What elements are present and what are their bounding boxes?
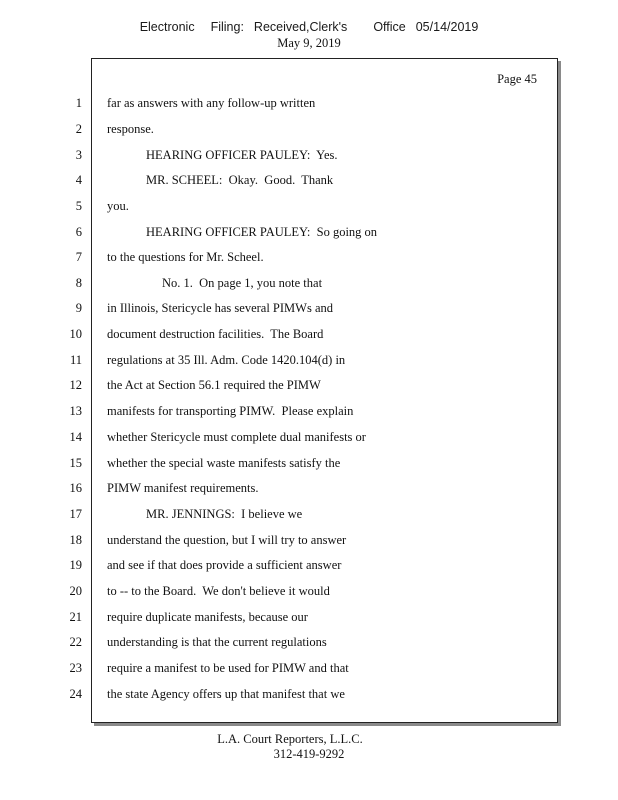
line-number: 12	[69, 378, 82, 392]
line-number: 23	[69, 661, 82, 675]
line-number: 11	[69, 353, 82, 367]
transcript-line: in Illinois, Stericycle has several PIMWs and	[107, 301, 333, 315]
line-number: 10	[69, 327, 82, 341]
line-number: 9	[75, 301, 82, 315]
transcript-line: regulations at 35 Ill. Adm. Code 1420.104(d) in	[107, 353, 346, 367]
filing-stamp-electronic: Electronic	[139, 20, 195, 34]
transcript-line: HEARING OFFICER PAULEY: Yes.	[146, 148, 338, 162]
transcript-line: understand the question, but I will try to answer	[107, 533, 347, 547]
line-number: 19	[69, 558, 82, 572]
transcript-line: whether Stericycle must complete dual manifests or	[107, 430, 366, 444]
line-number: 5	[75, 199, 82, 213]
line-number: 4	[75, 173, 82, 187]
filing-stamp-filing: Filing:	[210, 20, 244, 34]
transcript-line: document destruction facilities. The Board	[107, 327, 324, 341]
transcript-line: MR. SCHEEL: Okay. Good. Thank	[146, 173, 334, 187]
transcript-line: the Act at Section 56.1 required the PIMW	[107, 378, 321, 392]
line-number: 24	[69, 687, 82, 701]
transcript-line: you.	[107, 199, 129, 213]
transcript-line: No. 1. On page 1, you note that	[162, 276, 323, 290]
line-number: 14	[69, 430, 82, 444]
transcript-line: manifests for transporting PIMW. Please explain	[107, 404, 354, 418]
court-reporter-name: L.A. Court Reporters, L.L.C.	[217, 732, 363, 746]
transcript-line: response.	[107, 122, 154, 136]
page-number: Page 45	[497, 72, 537, 86]
line-number: 3	[75, 148, 82, 162]
line-number: 6	[75, 225, 82, 239]
court-reporter-phone: 312-419-9292	[273, 747, 345, 761]
line-number: 7	[75, 250, 82, 264]
line-number: 1	[75, 96, 82, 110]
filing-stamp-office: Office	[373, 20, 406, 34]
transcript-line: the state Agency offers up that manifest that we	[107, 687, 345, 701]
transcript-line: to -- to the Board. We don't believe it would	[107, 584, 330, 598]
transcript-line: and see if that does provide a sufficient answer	[107, 558, 342, 572]
transcript-line: to the questions for Mr. Scheel.	[107, 250, 264, 264]
filing-stamp-date: 05/14/2019	[415, 20, 479, 34]
transcript-line: far as answers with any follow-up written	[107, 96, 316, 110]
transcript-line: require a manifest to be used for PIMW and that	[107, 661, 349, 675]
filing-stamp	[0, 20, 618, 34]
line-number: 15	[69, 456, 82, 470]
filing-stamp-received: Received,Clerk's	[253, 20, 348, 34]
transcript-line: whether the special waste manifests satisfy the	[107, 456, 341, 470]
line-number: 20	[69, 584, 82, 598]
line-number: 18	[69, 533, 82, 547]
transcript-line: PIMW manifest requirements.	[107, 481, 259, 495]
line-number: 22	[69, 635, 82, 649]
line-number: 16	[69, 481, 82, 495]
transcript-line: HEARING OFFICER PAULEY: So going on	[146, 225, 378, 239]
hearing-date: May 9, 2019	[277, 36, 341, 50]
line-number: 17	[69, 507, 82, 521]
line-number: 13	[69, 404, 82, 418]
transcript-line: require duplicate manifests, because our	[107, 610, 308, 624]
transcript-line: understanding is that the current regulations	[107, 635, 327, 649]
line-number: 2	[75, 122, 82, 136]
line-number: 21	[69, 610, 82, 624]
transcript-line: MR. JENNINGS: I believe we	[146, 507, 303, 521]
line-number: 8	[75, 276, 82, 290]
